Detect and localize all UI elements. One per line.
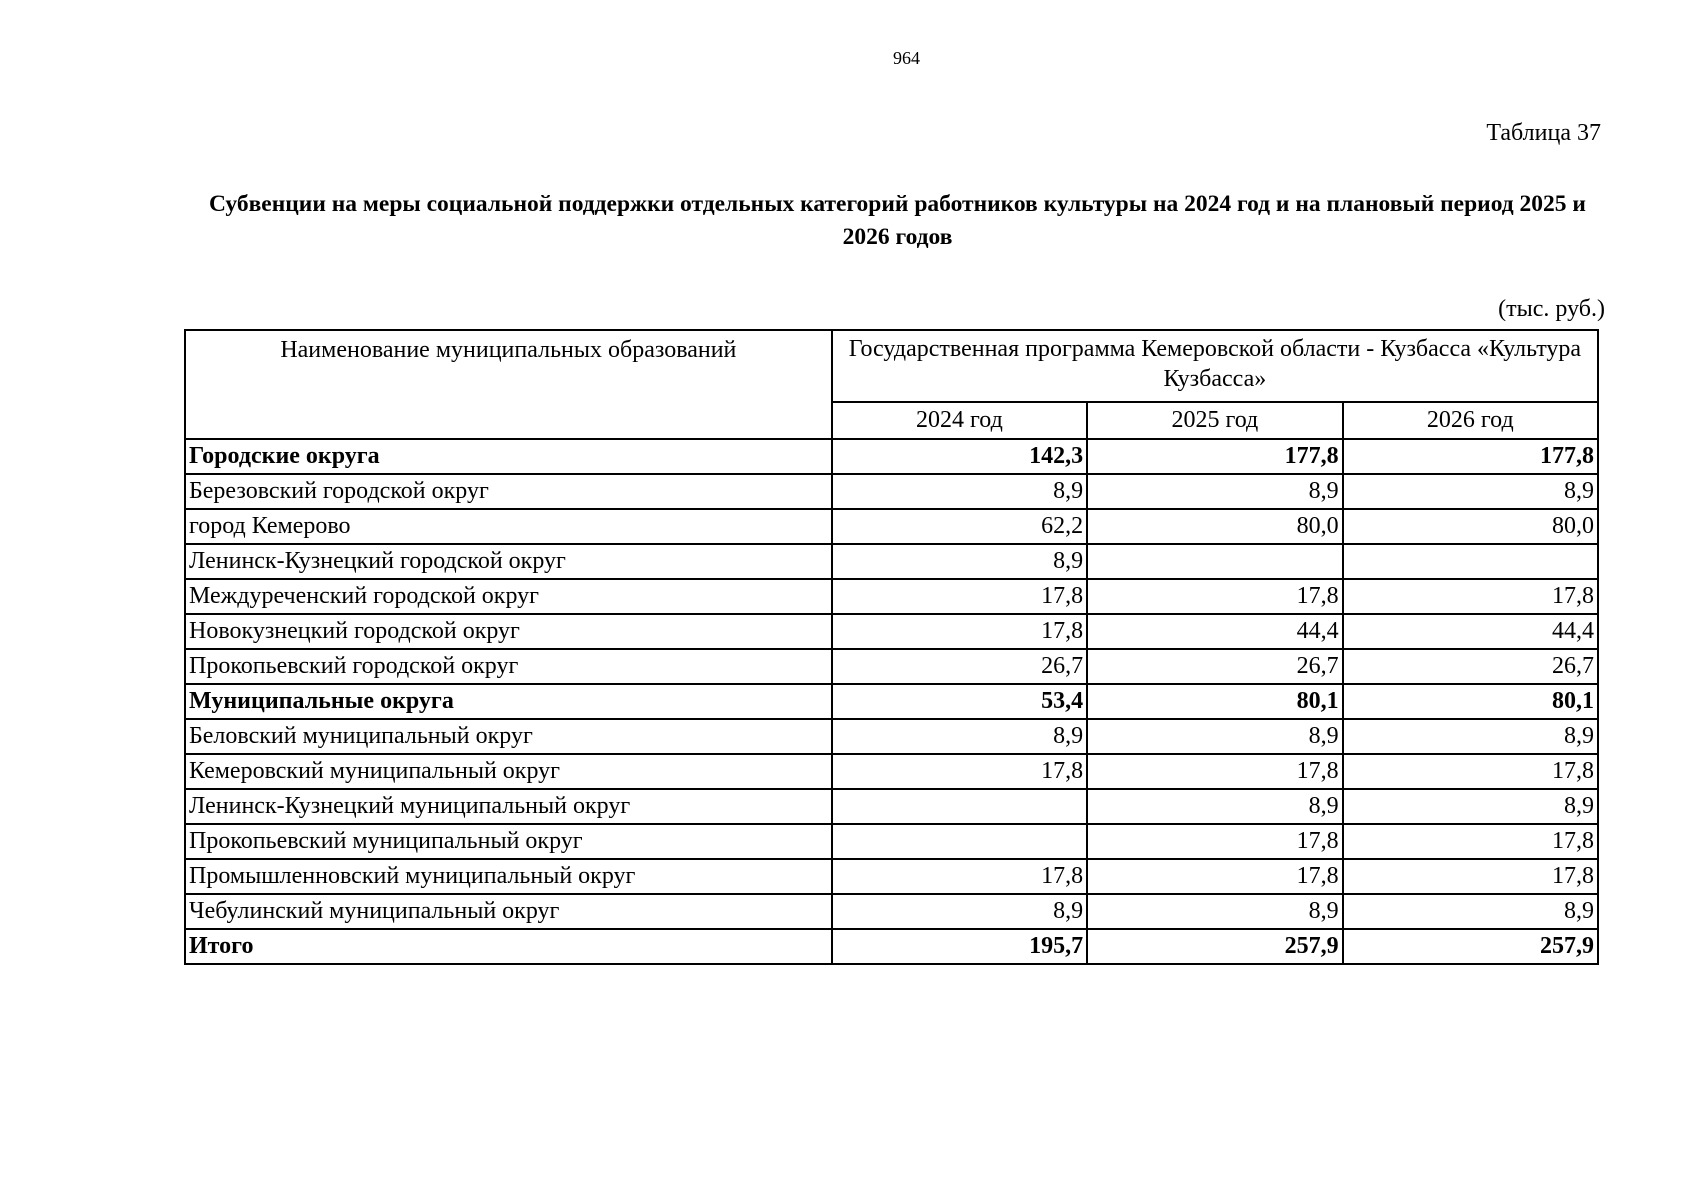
row-value-2026: 17,8 (1343, 859, 1598, 894)
row-value-2024: 17,8 (832, 614, 1087, 649)
table-row (185, 614, 1598, 649)
table-row (185, 579, 1598, 614)
row-value-2026 (1343, 544, 1598, 579)
row-value-2024: 8,9 (832, 719, 1087, 754)
row-value-2024: 17,8 (832, 859, 1087, 894)
row-value-2024: 17,8 (832, 579, 1087, 614)
subventions-table (184, 329, 1599, 965)
row-value-2025: 8,9 (1087, 789, 1342, 824)
row-name: Ленинск-Кузнецкий муниципальный округ (185, 789, 832, 824)
units-label: (тыс. руб.) (1498, 296, 1605, 322)
header-name-column: Наименование муниципальных образований (185, 330, 832, 439)
row-value-2026: 44,4 (1343, 614, 1598, 649)
row-value-2025: 44,4 (1087, 614, 1342, 649)
table-row (185, 824, 1598, 859)
row-value-2025: 26,7 (1087, 649, 1342, 684)
row-value-2025: 177,8 (1087, 439, 1342, 474)
row-value-2026: 17,8 (1343, 824, 1598, 859)
row-value-2024: 8,9 (832, 894, 1087, 929)
header-year-2025: 2025 год (1087, 402, 1342, 439)
header-program: Государственная программа Кемеровской области - Кузбасса «Культура Кузбасса» (832, 330, 1598, 402)
row-value-2024: 53,4 (832, 684, 1087, 719)
row-value-2026: 80,1 (1343, 684, 1598, 719)
row-name: Кемеровский муниципальный округ (185, 754, 832, 789)
row-value-2026: 80,0 (1343, 509, 1598, 544)
header-year-2024: 2024 год (832, 402, 1087, 439)
row-value-2025: 17,8 (1087, 579, 1342, 614)
row-value-2024: 195,7 (832, 929, 1087, 964)
row-name: Городские округа (185, 439, 832, 474)
table-row (185, 929, 1598, 964)
document-title: Субвенции на меры социальной поддержки отдельных категорий работников культуры на 2024 год и на плановый период 2025 и 2026 годов (209, 191, 1586, 250)
row-value-2026: 8,9 (1343, 789, 1598, 824)
row-value-2024: 26,7 (832, 649, 1087, 684)
row-name: Промышленновский муниципальный округ (185, 859, 832, 894)
row-value-2026: 26,7 (1343, 649, 1598, 684)
table-row (185, 754, 1598, 789)
table-row (185, 859, 1598, 894)
row-value-2026: 257,9 (1343, 929, 1598, 964)
table-row (185, 474, 1598, 509)
row-value-2026: 17,8 (1343, 579, 1598, 614)
row-name: Чебулинский муниципальный округ (185, 894, 832, 929)
table-row (185, 684, 1598, 719)
row-value-2026: 8,9 (1343, 894, 1598, 929)
row-value-2024: 142,3 (832, 439, 1087, 474)
row-name: Новокузнецкий городской округ (185, 614, 832, 649)
row-name: город Кемерово (185, 509, 832, 544)
row-value-2026: 8,9 (1343, 474, 1598, 509)
page-number: 964 (893, 48, 920, 68)
row-name: Беловский муниципальный округ (185, 719, 832, 754)
row-name: Прокопьевский городской округ (185, 649, 832, 684)
table-row (185, 509, 1598, 544)
row-value-2025: 257,9 (1087, 929, 1342, 964)
row-name: Междуреченский городской округ (185, 579, 832, 614)
row-value-2025: 8,9 (1087, 474, 1342, 509)
row-value-2025 (1087, 544, 1342, 579)
header-year-2026: 2026 год (1343, 402, 1598, 439)
row-value-2025: 80,0 (1087, 509, 1342, 544)
table-row (185, 719, 1598, 754)
table-row (185, 789, 1598, 824)
row-value-2025: 8,9 (1087, 719, 1342, 754)
table-row (185, 649, 1598, 684)
row-name: Ленинск-Кузнецкий городской округ (185, 544, 832, 579)
table-row (185, 894, 1598, 929)
row-value-2026: 177,8 (1343, 439, 1598, 474)
row-value-2025: 80,1 (1087, 684, 1342, 719)
table-row (185, 439, 1598, 474)
row-name: Итого (185, 929, 832, 964)
row-value-2025: 17,8 (1087, 754, 1342, 789)
row-value-2024 (832, 824, 1087, 859)
row-name: Прокопьевский муниципальный округ (185, 824, 832, 859)
row-name: Березовский городской округ (185, 474, 832, 509)
row-value-2024: 8,9 (832, 474, 1087, 509)
table-label: Таблица 37 (1486, 120, 1601, 146)
row-value-2024 (832, 789, 1087, 824)
table-row (185, 544, 1598, 579)
row-value-2024: 17,8 (832, 754, 1087, 789)
row-value-2025: 8,9 (1087, 894, 1342, 929)
row-value-2026: 17,8 (1343, 754, 1598, 789)
row-value-2026: 8,9 (1343, 719, 1598, 754)
row-value-2024: 62,2 (832, 509, 1087, 544)
row-value-2024: 8,9 (832, 544, 1087, 579)
table-body (185, 439, 1598, 964)
row-value-2025: 17,8 (1087, 824, 1342, 859)
row-value-2025: 17,8 (1087, 859, 1342, 894)
row-name: Муниципальные округа (185, 684, 832, 719)
